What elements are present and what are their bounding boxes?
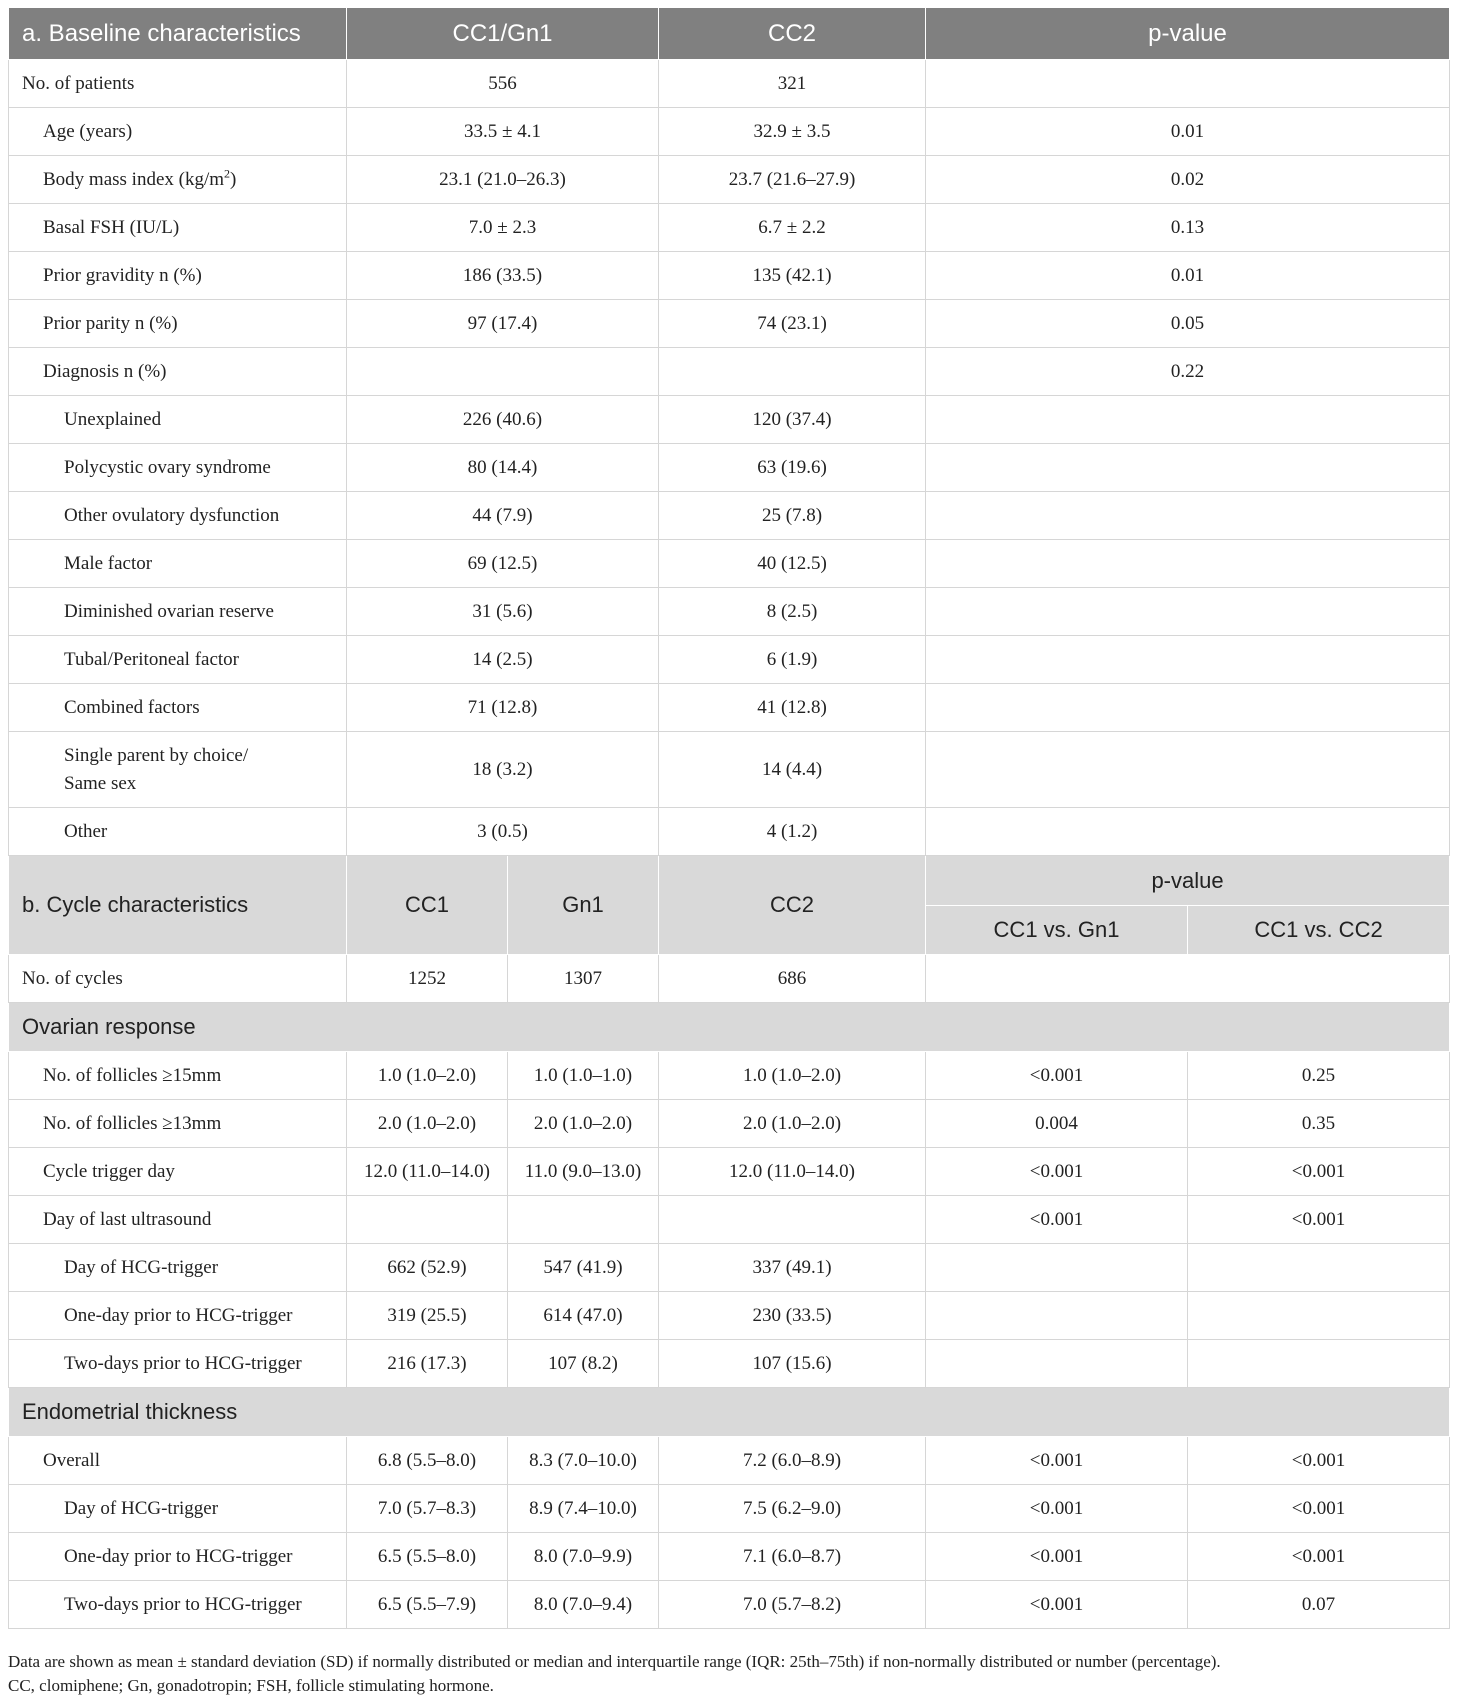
row-label: Combined factors [9,684,347,732]
row-label: Other ovulatory dysfunction [9,492,347,540]
cell-pvalue-cc1-vs-gn1: <0.001 [926,1437,1188,1485]
cell-cc2: 63 (19.6) [659,444,926,492]
cell-gn1: 614 (47.0) [508,1292,659,1340]
cell-pvalue-cc1-vs-cc2 [1188,1292,1450,1340]
row-label: No. of cycles [9,955,347,1003]
row-label-line2: Same sex [64,772,137,794]
cell-cc1: 2.0 (1.0–2.0) [347,1100,508,1148]
col-header-gn1: Gn1 [508,856,659,955]
cell-cc2 [659,348,926,396]
cell-cc2: 107 (15.6) [659,1340,926,1388]
footnote-line-2: CC, clomiphene; Gn, gonadotropin; FSH, follicle stimulating hormone. [8,1676,494,1695]
cell-pvalue [926,492,1450,540]
table-row [9,1485,1450,1533]
col-header-cc1: CC1 [347,856,508,955]
cell-cc2: 337 (49.1) [659,1244,926,1292]
row-label: Age (years) [9,108,347,156]
cell-cc1gn1: 226 (40.6) [347,396,659,444]
cell-pvalue-cc1-vs-gn1: <0.001 [926,1052,1188,1100]
row-label [9,732,347,808]
cell-pvalue [926,444,1450,492]
col-header-cc2: CC2 [659,856,926,955]
cell-cc2: 2.0 (1.0–2.0) [659,1100,926,1148]
cell-pvalue [926,808,1450,856]
cell-pvalue-cc1-vs-cc2: <0.001 [1188,1437,1450,1485]
col-header-cc1gn1: CC1/Gn1 [347,8,659,60]
cell-gn1: 8.0 (7.0–9.9) [508,1533,659,1581]
cell-cc2: 7.0 (5.7–8.2) [659,1581,926,1629]
cell-cc1gn1: 31 (5.6) [347,588,659,636]
cell-cc2: 321 [659,60,926,108]
row-label [9,156,347,204]
cell-pvalue [926,636,1450,684]
cell-cc2: 6 (1.9) [659,636,926,684]
cell-pvalue-cc1-vs-cc2: 0.25 [1188,1052,1450,1100]
row-label: One-day prior to HCG-trigger [9,1292,347,1340]
section-row-ovarian [9,1003,1450,1052]
row-label: Prior parity n (%) [9,300,347,348]
cell-pvalue: 0.01 [926,252,1450,300]
cell-cc1gn1: 71 (12.8) [347,684,659,732]
cell-gn1: 1.0 (1.0–1.0) [508,1052,659,1100]
table-footnote [8,1650,1449,1698]
section-row-endometrial [9,1388,1450,1437]
cell-cc1gn1: 69 (12.5) [347,540,659,588]
cell-cc2: 23.7 (21.6–27.9) [659,156,926,204]
cell-cc2: 686 [659,955,926,1003]
row-label: Day of HCG-trigger [9,1485,347,1533]
table-row [9,808,1450,856]
cell-cc1gn1: 18 (3.2) [347,732,659,808]
cell-gn1: 107 (8.2) [508,1340,659,1388]
cell-pvalue [926,60,1450,108]
cell-cc2: 4 (1.2) [659,808,926,856]
cell-pvalue-cc1-vs-cc2: 0.35 [1188,1100,1450,1148]
cell-cc1gn1: 23.1 (21.0–26.3) [347,156,659,204]
cell-pvalue: 0.05 [926,300,1450,348]
table-row [9,1581,1450,1629]
row-label: Male factor [9,540,347,588]
section-b-header-row [9,856,1450,906]
cell-pvalue-cc1-vs-gn1: <0.001 [926,1485,1188,1533]
row-label: Two-days prior to HCG-trigger [9,1581,347,1629]
cell-cc2: 14 (4.4) [659,732,926,808]
cell-cc2: 7.1 (6.0–8.7) [659,1533,926,1581]
table-row [9,636,1450,684]
table-row [9,348,1450,396]
table-row [9,492,1450,540]
col-header-cc1-vs-gn1: CC1 vs. Gn1 [926,906,1188,955]
cell-pvalue-cc1-vs-gn1: <0.001 [926,1196,1188,1244]
table-row [9,396,1450,444]
cell-gn1: 8.0 (7.0–9.4) [508,1581,659,1629]
table-row [9,108,1450,156]
table-row [9,1052,1450,1100]
row-label: Day of HCG-trigger [9,1244,347,1292]
row-label: Unexplained [9,396,347,444]
cell-cc2: 32.9 ± 3.5 [659,108,926,156]
cell-cc2: 7.2 (6.0–8.9) [659,1437,926,1485]
cell-pvalue [926,684,1450,732]
cell-cc1gn1: 556 [347,60,659,108]
cell-cc1gn1: 186 (33.5) [347,252,659,300]
cell-cc2: 7.5 (6.2–9.0) [659,1485,926,1533]
cell-cc2 [659,1196,926,1244]
cell-pvalue-cc1-vs-gn1: <0.001 [926,1581,1188,1629]
cell-pvalue [926,396,1450,444]
row-label: Polycystic ovary syndrome [9,444,347,492]
cell-cc2: 6.7 ± 2.2 [659,204,926,252]
row-label: Other [9,808,347,856]
cell-pvalue-cc1-vs-cc2 [1188,1340,1450,1388]
table-row [9,684,1450,732]
cell-pvalue-cc1-vs-gn1 [926,1244,1188,1292]
table-row [9,204,1450,252]
row-label: Tubal/Peritoneal factor [9,636,347,684]
section-title-ovarian-response: Ovarian response [9,1003,1450,1052]
cell-pvalue-cc1-vs-cc2 [1188,1244,1450,1292]
row-label: Diagnosis n (%) [9,348,347,396]
section-a-header-row [9,8,1450,60]
cell-cc1gn1: 44 (7.9) [347,492,659,540]
cell-pvalue: 0.01 [926,108,1450,156]
col-header-cc1-vs-cc2: CC1 vs. CC2 [1188,906,1450,955]
table-row [9,60,1450,108]
table-row [9,156,1450,204]
cell-pvalue: 0.13 [926,204,1450,252]
cell-cc2: 8 (2.5) [659,588,926,636]
section-b-title: b. Cycle characteristics [9,856,347,955]
cell-gn1: 8.3 (7.0–10.0) [508,1437,659,1485]
row-label: Diminished ovarian reserve [9,588,347,636]
cell-pvalue: 0.02 [926,156,1450,204]
cell-cc2: 74 (23.1) [659,300,926,348]
cell-cc1: 6.5 (5.5–8.0) [347,1533,508,1581]
cell-cc1gn1: 97 (17.4) [347,300,659,348]
cell-cc1: 7.0 (5.7–8.3) [347,1485,508,1533]
table-row [9,588,1450,636]
cell-pvalue-cc1-vs-gn1: <0.001 [926,1533,1188,1581]
characteristics-table [8,7,1450,1629]
row-label: Two-days prior to HCG-trigger [9,1340,347,1388]
cell-cc1: 216 (17.3) [347,1340,508,1388]
cell-cc2: 40 (12.5) [659,540,926,588]
row-label: Prior gravidity n (%) [9,252,347,300]
cell-cc1gn1: 80 (14.4) [347,444,659,492]
cell-pvalue-cc1-vs-cc2: <0.001 [1188,1533,1450,1581]
cell-cc2: 25 (7.8) [659,492,926,540]
section-title-endometrial-thickness: Endometrial thickness [9,1388,1450,1437]
cell-pvalue [926,540,1450,588]
col-header-cc2: CC2 [659,8,926,60]
table-row [9,300,1450,348]
cell-gn1: 11.0 (9.0–13.0) [508,1148,659,1196]
cell-pvalue-cc1-vs-cc2: <0.001 [1188,1196,1450,1244]
cell-pvalue-cc1-vs-gn1: 0.004 [926,1100,1188,1148]
cell-cc1: 6.5 (5.5–7.9) [347,1581,508,1629]
cell-cc2: 41 (12.8) [659,684,926,732]
cell-pvalue-cc1-vs-cc2: <0.001 [1188,1148,1450,1196]
endometrial-rows [9,1437,1450,1629]
table-row [9,1292,1450,1340]
cell-pvalue-cc1-vs-gn1 [926,1340,1188,1388]
cell-pvalue [926,588,1450,636]
cell-cc2: 135 (42.1) [659,252,926,300]
cell-cc1gn1 [347,348,659,396]
cell-pvalue [926,955,1450,1003]
cell-cc1: 1.0 (1.0–2.0) [347,1052,508,1100]
cell-pvalue-cc1-vs-cc2: 0.07 [1188,1581,1450,1629]
cell-cc1gn1: 33.5 ± 4.1 [347,108,659,156]
row-label: One-day prior to HCG-trigger [9,1533,347,1581]
cell-cc1gn1: 7.0 ± 2.3 [347,204,659,252]
cell-cc2: 230 (33.5) [659,1292,926,1340]
cell-gn1: 2.0 (1.0–2.0) [508,1100,659,1148]
row-label: No. of follicles ≥13mm [9,1100,347,1148]
cell-cc2: 1.0 (1.0–2.0) [659,1052,926,1100]
cell-gn1: 8.9 (7.4–10.0) [508,1485,659,1533]
table-row [9,732,1450,808]
row-label-line1: Single parent by choice/ [64,744,249,766]
ovarian-rows [9,1052,1450,1388]
table-row [9,955,1450,1003]
cell-gn1: 1307 [508,955,659,1003]
table-row [9,1148,1450,1196]
row-label-superscript: 2 [224,166,231,181]
table-row [9,1437,1450,1485]
cell-cc1: 319 (25.5) [347,1292,508,1340]
table-row [9,1196,1450,1244]
cell-cc1: 662 (52.9) [347,1244,508,1292]
cell-gn1 [508,1196,659,1244]
characteristics-table-wrapper [8,7,1449,1629]
cell-cc1: 1252 [347,955,508,1003]
cell-pvalue [926,732,1450,808]
table-row [9,444,1450,492]
row-label: Cycle trigger day [9,1148,347,1196]
col-header-pvalue: p-value [926,856,1450,906]
row-label: No. of patients [9,60,347,108]
table-row [9,252,1450,300]
row-label-close: ) [230,168,237,190]
table-row [9,1340,1450,1388]
cell-cc2: 120 (37.4) [659,396,926,444]
cell-pvalue-cc1-vs-gn1: <0.001 [926,1148,1188,1196]
cell-cc1: 12.0 (11.0–14.0) [347,1148,508,1196]
cell-pvalue: 0.22 [926,348,1450,396]
row-label: No. of follicles ≥15mm [9,1052,347,1100]
section-a-title: a. Baseline characteristics [9,8,347,60]
table-row [9,1244,1450,1292]
cell-gn1: 547 (41.9) [508,1244,659,1292]
table-row [9,540,1450,588]
cell-cc2: 12.0 (11.0–14.0) [659,1148,926,1196]
footnote-line-1: Data are shown as mean ± standard deviation (SD) if normally distributed or median and interquartile range (IQR: 25th–75th) if non-normally distributed or number (percentage). [8,1652,1221,1671]
cell-cc1gn1: 14 (2.5) [347,636,659,684]
row-label-text: Body mass index (kg/m [43,168,225,190]
cell-pvalue-cc1-vs-cc2: <0.001 [1188,1485,1450,1533]
cell-cc1gn1: 3 (0.5) [347,808,659,856]
cell-cc1 [347,1196,508,1244]
col-header-pvalue: p-value [926,8,1450,60]
cell-pvalue-cc1-vs-gn1 [926,1292,1188,1340]
row-label: Basal FSH (IU/L) [9,204,347,252]
table-row [9,1100,1450,1148]
row-label: Overall [9,1437,347,1485]
row-label: Day of last ultrasound [9,1196,347,1244]
table-row [9,1533,1450,1581]
cell-cc1: 6.8 (5.5–8.0) [347,1437,508,1485]
